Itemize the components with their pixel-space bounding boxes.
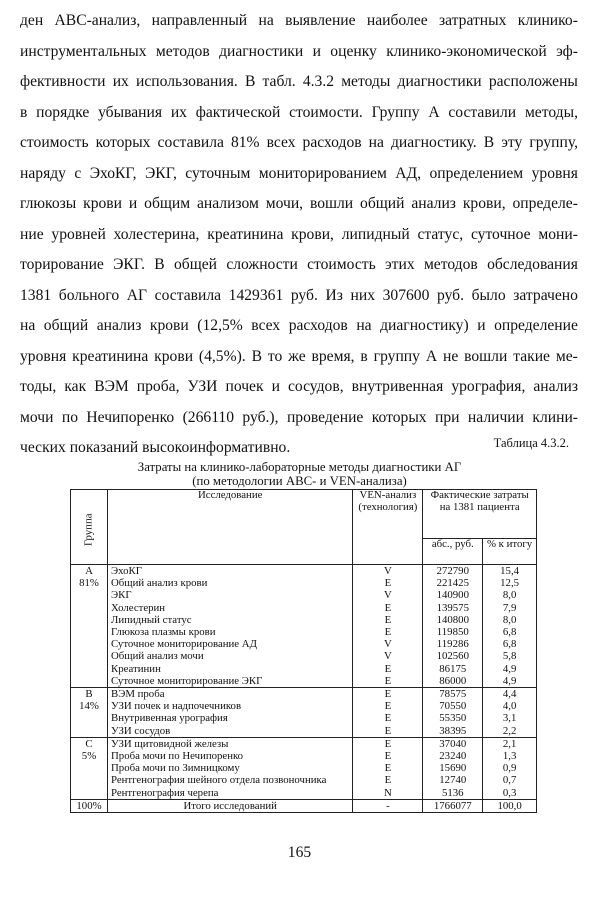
table-row [71, 565, 537, 578]
word: 4.3.2 [302, 73, 335, 90]
word: проба, [136, 378, 180, 395]
word: ние [20, 225, 44, 243]
word: ЭКГ. [113, 256, 145, 273]
paragraph-line [20, 250, 578, 281]
costs-table [70, 489, 537, 813]
word: направленный [151, 12, 248, 29]
word: 81% [230, 134, 260, 151]
word: составила [154, 286, 222, 304]
study-cell: Глюкоза плазмы крови [108, 626, 353, 638]
word: и [312, 42, 321, 60]
pct-cell: 3,1 [483, 712, 537, 724]
word: методы, [524, 103, 578, 121]
word: (266110 [182, 408, 235, 426]
pct-cell: 8,0 [483, 589, 537, 601]
table-title-line-1: Затраты на клинико-лабораторные методы диагностики АГ [137, 460, 462, 474]
word: общим [144, 195, 191, 212]
word: общий [360, 195, 405, 212]
word: выявление [285, 12, 356, 29]
ven-cell: E [353, 663, 423, 675]
abs-cell: 139575 [423, 602, 483, 614]
word: них [350, 286, 375, 304]
word: внутривенная [351, 378, 444, 395]
word: на [258, 12, 274, 29]
study-cell: Общий анализ мочи [108, 650, 353, 662]
word: использования. [136, 73, 238, 90]
word: 307600 [382, 286, 430, 304]
word: диагностики [219, 42, 304, 60]
ven-cell: E [353, 737, 423, 750]
word: глюкозы [20, 195, 77, 212]
ven-cell: E [353, 614, 423, 626]
word: АД, [395, 164, 422, 182]
paragraph-line [20, 189, 578, 220]
word: на [20, 317, 36, 334]
word: расходов [288, 317, 348, 334]
paragraph-line [20, 6, 578, 37]
word: диагностики [397, 73, 482, 90]
word: вошли [464, 347, 508, 365]
ven-cell: V [353, 638, 423, 650]
table-row [71, 712, 537, 724]
group-share: 14% [79, 700, 99, 713]
word: проведение [286, 408, 364, 426]
word: убывания [98, 103, 163, 121]
group-cell [71, 565, 108, 688]
table-row [71, 737, 537, 750]
word: время, [311, 347, 355, 365]
word: инструментальных [20, 42, 147, 60]
group-header: Группа [71, 490, 108, 565]
word: АВС-анализ, [54, 12, 141, 29]
abs-cell: 70550 [423, 700, 483, 712]
word: определением [429, 164, 524, 182]
word: наиболее [366, 12, 428, 29]
word: с [74, 164, 82, 182]
abs-cell: 140800 [423, 614, 483, 626]
word: стоимость [20, 134, 89, 151]
study-cell: ЭхоКГ [108, 565, 353, 578]
word: диагностику) [380, 317, 469, 334]
word: сложности [226, 256, 298, 273]
word: анализ [533, 378, 578, 395]
word: Группу [371, 103, 420, 121]
study-cell: Суточное мониторирование АД [108, 638, 353, 650]
word: анализом [196, 195, 259, 212]
word: на [368, 134, 384, 151]
paragraph-line [20, 372, 578, 403]
pct-cell: 0,3 [483, 787, 537, 800]
abs-cell: 12740 [423, 774, 483, 786]
word: не [442, 347, 459, 365]
word: (12,5% [197, 317, 243, 334]
abs-cell: 272790 [423, 565, 483, 578]
word: В [483, 134, 495, 151]
word: эту [501, 134, 523, 151]
study-cell: Рентгенография черепа [108, 787, 353, 800]
ven-cell: N [353, 787, 423, 800]
pct-cell: 4,0 [483, 700, 537, 712]
word: мони- [538, 225, 578, 243]
word: затрачено [513, 286, 578, 304]
study-header: Исследование [108, 490, 353, 565]
pct-cell: 4,9 [483, 663, 537, 675]
word: обследования [487, 256, 578, 273]
word: холестерина, [113, 225, 200, 243]
word: по [61, 408, 79, 426]
word: всех [266, 134, 296, 151]
word: В [244, 73, 256, 90]
word: стоимости. [289, 103, 363, 121]
word: ВЭМ [94, 378, 129, 395]
ven-cell: E [353, 712, 423, 724]
abs-cell: 119286 [423, 638, 483, 650]
word: торирование [20, 256, 104, 273]
word: креатинина [207, 225, 284, 243]
word: А [428, 103, 440, 121]
word: порядке [36, 103, 90, 121]
word: определение [494, 317, 578, 334]
word: методы [341, 73, 391, 90]
word: наряду [20, 164, 66, 182]
word: же [288, 347, 306, 365]
word: вошли [309, 195, 354, 212]
table-row [71, 700, 537, 712]
paragraph-line [20, 98, 578, 129]
pct-cell: 6,8 [483, 638, 537, 650]
word: табл. [262, 73, 296, 90]
word: как [64, 378, 87, 395]
study-cell: Общий анализ крови [108, 577, 353, 589]
word: статус, [417, 225, 464, 243]
paragraph-line [20, 67, 578, 98]
body-paragraph [20, 6, 578, 464]
table-row [71, 614, 537, 626]
study-cell: ВЭМ проба [108, 688, 353, 701]
word: эф- [556, 42, 578, 60]
word: АГ [126, 286, 148, 304]
ven-cell: E [353, 750, 423, 762]
study-cell: Креатинин [108, 663, 353, 675]
pct-cell: 8,0 [483, 614, 537, 626]
word: крови [83, 195, 123, 212]
word: которых [95, 134, 151, 151]
word: методов [423, 256, 478, 273]
header-row [71, 490, 537, 539]
word: крови [154, 347, 194, 365]
abs-cell: 78575 [423, 688, 483, 701]
word: в [360, 347, 368, 365]
word: В [154, 256, 165, 273]
word: такие [513, 347, 550, 365]
word: больного [58, 286, 120, 304]
word: крови, [291, 225, 334, 243]
ven-cell: E [353, 577, 423, 589]
ven-cell: E [353, 762, 423, 774]
study-cell: ЭКГ [108, 589, 353, 601]
paragraph-line [20, 281, 578, 312]
paragraph-line [20, 403, 578, 434]
table-row [71, 638, 537, 650]
total-name-cell: Итого исследований [108, 799, 353, 812]
paragraph-line [20, 311, 578, 342]
word: ден [20, 12, 44, 29]
table-row [71, 774, 537, 786]
word: на [356, 317, 372, 334]
paragraph-line [20, 220, 578, 251]
group-cell [71, 688, 108, 738]
ven-cell: V [353, 650, 423, 662]
table-row [71, 577, 537, 589]
study-cell: УЗИ сосудов [108, 725, 353, 738]
group-label: В [85, 688, 93, 701]
abs-cell: 5136 [423, 787, 483, 800]
pct-cell: 7,9 [483, 602, 537, 614]
total-pct-cell: 100,0 [483, 799, 537, 812]
word: руб. [437, 286, 465, 304]
abs-cell: 221425 [423, 577, 483, 589]
table-row [71, 762, 537, 774]
abs-cell: 119850 [423, 626, 483, 638]
table-row [71, 663, 537, 675]
word: ЭКГ, [145, 164, 177, 182]
word: общий [43, 317, 89, 334]
word: и [477, 317, 486, 334]
pct-cell: 5,8 [483, 650, 537, 662]
ven-header: VEN-анализ (технология) [353, 490, 423, 565]
table-row [71, 688, 537, 701]
total-row [71, 799, 537, 812]
pct-cell: 2,2 [483, 725, 537, 738]
pct-cell: 0,9 [483, 762, 537, 774]
word: липидный [341, 225, 410, 243]
pct-cell: 4,9 [483, 675, 537, 688]
abs-cell: 38395 [423, 725, 483, 738]
word: ЭхоКГ, [89, 164, 137, 182]
word: уровней [51, 225, 106, 243]
word: почек [225, 378, 264, 395]
paragraph-line [20, 342, 578, 373]
table-title [0, 460, 599, 488]
word: и [271, 378, 280, 395]
word: анализ [96, 317, 142, 334]
costs-header: Фактические затраты на 1381 пациента [423, 490, 537, 539]
abs-cell: 23240 [423, 750, 483, 762]
word: руб.), [242, 408, 279, 426]
abs-cell: 140900 [423, 589, 483, 601]
word: группу [373, 347, 420, 365]
pct-cell: 1,3 [483, 750, 537, 762]
word: всех [251, 317, 281, 334]
study-cell: Рентгенография шейного отдела позвоночника [108, 774, 353, 786]
study-cell: Проба мочи по Нечипоренко [108, 750, 353, 762]
word: 1429361 [228, 286, 284, 304]
word: суточным [185, 164, 251, 182]
word: фективности [20, 73, 106, 90]
paragraph-line [20, 159, 578, 190]
word: затратных [438, 12, 507, 29]
ven-cell: E [353, 700, 423, 712]
word: составила [157, 134, 224, 151]
abs-cell: 86000 [423, 675, 483, 688]
word: анализ [411, 195, 456, 212]
word: составили [448, 103, 517, 121]
table-row [71, 602, 537, 614]
word: было [471, 286, 506, 304]
study-cell: Внутривенная урография [108, 712, 353, 724]
word: уровня [531, 164, 578, 182]
ven-cell: E [353, 602, 423, 614]
pct-cell: 0,7 [483, 774, 537, 786]
word: методов [155, 42, 210, 60]
word: при [435, 408, 460, 426]
pct-cell: 2,1 [483, 737, 537, 750]
ven-cell: E [353, 725, 423, 738]
word: (4,5%). [198, 347, 246, 365]
study-cell: Суточное мониторирование ЭКГ [108, 675, 353, 688]
word: общей [174, 256, 218, 273]
ven-cell: E [353, 688, 423, 701]
abs-cell: 102560 [423, 650, 483, 662]
word: мониторированием [258, 164, 387, 182]
word: этих [384, 256, 415, 273]
paragraph-line [20, 128, 578, 159]
group-label: С [85, 737, 93, 750]
group-share: 81% [79, 577, 99, 590]
word: мочи, [265, 195, 304, 212]
word: то [267, 347, 283, 365]
table-body [71, 565, 537, 813]
group-cell [71, 737, 108, 799]
group-share: 5% [81, 750, 97, 763]
word: крови [149, 317, 189, 334]
word: в [20, 103, 28, 121]
table-caption: Таблица 4.3.2. [493, 436, 569, 450]
word: А [425, 347, 438, 365]
table-row [71, 650, 537, 662]
study-cell: Проба мочи по Зимницкому [108, 762, 353, 774]
abs-header: абс., руб. [423, 539, 483, 565]
total-abs-cell: 1766077 [423, 799, 483, 812]
word: ме- [555, 347, 578, 365]
word: оценку [330, 42, 377, 60]
table-title-line-2: (по методологии АВС- и VEN-анализа) [192, 474, 407, 488]
word: клинико-экономической [386, 42, 547, 60]
word: тоды, [20, 378, 57, 395]
word: группу, [529, 134, 578, 151]
table-row [71, 787, 537, 800]
word: руб. [290, 286, 318, 304]
word: Нечипоренко [86, 408, 175, 426]
word: уровня [20, 347, 67, 365]
word: которых [371, 408, 427, 426]
word: стоимость [307, 256, 376, 273]
table-row [71, 589, 537, 601]
table-row [71, 626, 537, 638]
paragraph-line [20, 37, 578, 68]
paragraph-line: ческих показаний высокоинформативно. [20, 439, 291, 456]
table-row [71, 750, 537, 762]
abs-cell: 86175 [423, 663, 483, 675]
study-cell: УЗИ почек и надпочечников [108, 700, 353, 712]
word: клини- [532, 408, 578, 426]
word: крови, [462, 195, 506, 212]
ven-cell: E [353, 626, 423, 638]
pct-cell: 12,5 [483, 577, 537, 589]
word: урография, [451, 378, 526, 395]
word: диагностику. [391, 134, 477, 151]
word: наличии [467, 408, 524, 426]
word: В [251, 347, 262, 365]
study-cell: УЗИ щитовидной железы [108, 737, 353, 750]
word: их [170, 103, 187, 121]
ven-cell: V [353, 589, 423, 601]
word: суточное [470, 225, 531, 243]
word: сосудов, [287, 378, 344, 395]
table-row [71, 675, 537, 688]
word: их [112, 73, 129, 90]
page-number: 165 [287, 844, 312, 861]
word: и [128, 195, 138, 212]
group-label: А [85, 565, 93, 577]
word: расходов [302, 134, 362, 151]
pct-cell: 4,4 [483, 688, 537, 701]
abs-cell: 15690 [423, 762, 483, 774]
study-cell: Холестерин [108, 602, 353, 614]
total-ven-cell: - [353, 799, 423, 812]
pct-header: % к итогу [483, 539, 537, 565]
study-cell: Липидный статус [108, 614, 353, 626]
pct-cell: 6,8 [483, 626, 537, 638]
word: мочи [20, 408, 54, 426]
ven-cell: E [353, 675, 423, 688]
table-row [71, 725, 537, 738]
ven-cell: V [353, 565, 423, 578]
ven-cell: E [353, 774, 423, 786]
word: 1381 [20, 286, 52, 304]
word: клинико- [517, 12, 578, 29]
word: УЗИ [187, 378, 218, 395]
word: фактической [195, 103, 281, 121]
word: Из [325, 286, 343, 304]
word: креатинина [72, 347, 149, 365]
abs-cell: 37040 [423, 737, 483, 750]
word: расположены [488, 73, 578, 90]
abs-cell: 55350 [423, 712, 483, 724]
word: определе- [512, 195, 578, 212]
total-group-cell: 100% [71, 799, 108, 812]
pct-cell: 15,4 [483, 565, 537, 578]
